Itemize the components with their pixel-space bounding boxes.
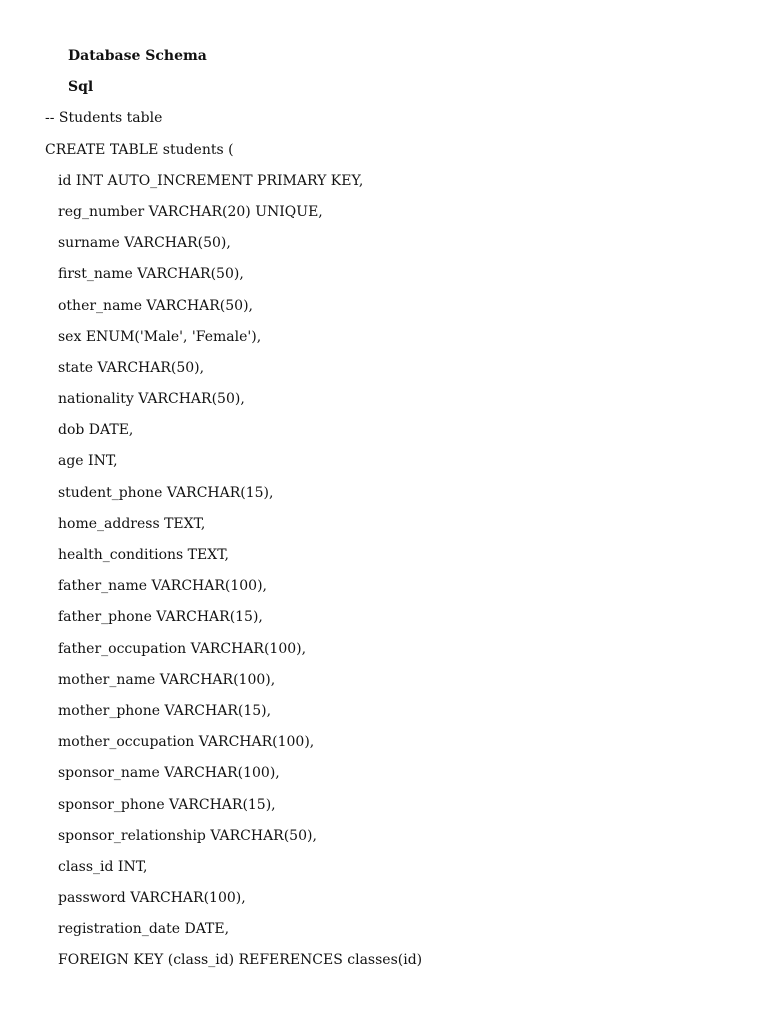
column-definition: father_occupation VARCHAR(100), [58,640,307,657]
column-definition: health_conditions TEXT, [58,547,229,563]
column-definition: sex ENUM('Male', 'Female'), [58,328,262,345]
column-definition: sponsor_phone VARCHAR(15), [58,796,276,813]
column-definition: mother_name VARCHAR(100), [58,671,276,688]
sql-comment: -- Students table [45,110,163,127]
column-definition: sponsor_name VARCHAR(100), [58,765,280,782]
column-definition: FOREIGN KEY (class_id) REFERENCES classes(id) [58,952,423,969]
column-definition: surname VARCHAR(50), [58,235,231,252]
column-definition: home_address TEXT, [58,515,206,532]
column-definition: student_phone VARCHAR(15), [58,484,274,501]
column-definition: reg_number VARCHAR(20) UNIQUE, [58,203,323,220]
column-definition: password VARCHAR(100), [58,890,246,907]
column-definition: class_id INT, [58,858,148,875]
document-body [45,46,745,982]
column-definition: sponsor_relationship VARCHAR(50), [58,827,317,844]
column-definition: nationality VARCHAR(50), [58,391,245,408]
column-definitions [45,171,745,982]
document-subheading: Sql [68,79,94,96]
column-definition: father_phone VARCHAR(15), [58,609,263,626]
column-definition: registration_date DATE, [58,921,230,938]
create-table-statement: CREATE TABLE students ( [45,141,234,158]
column-definition: state VARCHAR(50), [58,359,205,376]
column-definition: other_name VARCHAR(50), [58,297,253,314]
column-definition: age INT, [58,453,118,470]
column-definition: father_name VARCHAR(100), [58,578,268,595]
column-definition: first_name VARCHAR(50), [58,266,244,283]
column-definition: id INT AUTO_INCREMENT PRIMARY KEY, [58,172,364,189]
column-definition: mother_phone VARCHAR(15), [58,702,272,719]
document-heading: Database Schema [68,48,207,64]
column-definition: mother_occupation VARCHAR(100), [58,734,315,751]
column-definition: dob DATE, [58,422,134,439]
